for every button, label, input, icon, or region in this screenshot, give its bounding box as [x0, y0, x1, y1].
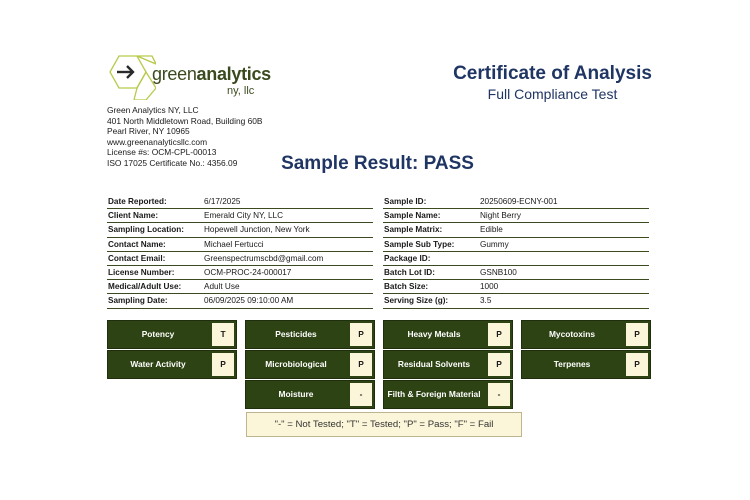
info-label: Package ID: — [384, 253, 431, 263]
info-value: 6/17/2025 — [204, 197, 241, 206]
info-row — [383, 266, 649, 280]
info-label: Contact Name: — [108, 239, 166, 249]
sample-result: Sample Result: PASS — [281, 153, 474, 174]
info-value: Hopewell Junction, New York — [204, 225, 310, 235]
info-label: Sample ID: — [384, 197, 427, 206]
info-value: Emerald City NY, LLC — [204, 211, 284, 221]
client-info-table — [107, 195, 373, 309]
test-label: Potency — [141, 329, 175, 339]
test-tile-moisture — [245, 380, 375, 409]
test-label: Microbiological — [265, 359, 327, 369]
test-label: Terpenes — [553, 359, 591, 369]
arrow-right-hexagon-icon — [106, 54, 156, 100]
info-value: 06/09/2025 09:10:00 AM — [204, 296, 294, 306]
test-tile-water-activity — [107, 350, 237, 379]
info-value: Michael Fertucci — [204, 239, 264, 249]
logo-word-analytics: analytics — [196, 64, 271, 84]
test-tile-pesticides — [245, 320, 375, 349]
info-value: Night Berry — [480, 211, 521, 221]
address-line: Pearl River, NY 10965 — [107, 126, 190, 137]
info-row — [383, 280, 649, 294]
test-label: Heavy Metals — [407, 329, 461, 339]
info-row — [383, 223, 649, 237]
document-subtitle: Full Compliance Test — [487, 86, 618, 102]
info-label: Contact Email: — [108, 253, 166, 263]
info-label: Sampling Location: — [108, 225, 184, 235]
test-tile-filth-foreign-material — [383, 380, 513, 409]
test-status-badge: P — [626, 353, 648, 376]
test-tile-residual-solvents — [383, 350, 513, 379]
info-row — [107, 238, 373, 252]
info-label: Sample Matrix: — [384, 225, 443, 235]
test-label: Mycotoxins — [548, 329, 596, 339]
info-label: Sampling Date: — [108, 296, 168, 306]
sample-info-table — [383, 195, 649, 309]
info-label: Date Reported: — [108, 197, 167, 206]
info-value: 3.5 — [480, 296, 492, 306]
test-status-badge: T — [212, 323, 234, 346]
info-row — [107, 280, 373, 294]
test-status-badge: P — [212, 353, 234, 376]
address-line: www.greenanalyticsllc.com — [107, 136, 208, 147]
test-status-badge: P — [626, 323, 648, 346]
info-label: Batch Lot ID: — [384, 267, 435, 277]
test-tile-heavy-metals — [383, 320, 513, 349]
test-label: Filth & Foreign Material — [387, 389, 481, 399]
info-value: Greenspectrumscbd@gmail.com — [204, 253, 324, 263]
test-label: Residual Solvents — [397, 359, 471, 369]
info-value: GSNB100 — [480, 267, 517, 277]
info-label: Medical/Adult Use: — [108, 282, 182, 292]
info-label: Batch Size: — [384, 282, 429, 292]
test-status-badge: P — [350, 323, 372, 346]
company-logo — [106, 54, 296, 104]
test-status-badge: P — [488, 323, 510, 346]
document-title: Certificate of Analysis — [453, 63, 652, 84]
info-row — [383, 238, 649, 252]
test-status-badge: P — [488, 353, 510, 376]
logo-word-green: green — [152, 64, 197, 84]
info-label: License Number: — [108, 267, 175, 277]
info-value: Edible — [480, 225, 503, 235]
info-row — [107, 252, 373, 266]
info-value: 20250609-ECNY-001 — [480, 197, 558, 206]
info-value: 1000 — [480, 282, 499, 292]
info-label: Sample Name: — [384, 211, 441, 221]
test-label: Pesticides — [275, 329, 317, 339]
test-label: Water Activity — [130, 359, 186, 369]
info-row — [107, 266, 373, 280]
test-tile-microbiological — [245, 350, 375, 379]
address-line: License #s: OCM-CPL-00013 — [107, 147, 217, 158]
info-value: OCM-PROC-24-000017 — [204, 267, 292, 277]
info-label: Sample Sub Type: — [384, 239, 455, 249]
info-row — [107, 195, 373, 209]
test-tile-potency — [107, 320, 237, 349]
test-status-badge: - — [350, 383, 372, 406]
info-row — [383, 252, 649, 266]
address-line: 401 North Middletown Road, Building 60B — [107, 115, 263, 126]
address-line: ISO 17025 Certificate No.: 4356.09 — [107, 157, 238, 168]
test-status-badge: P — [350, 353, 372, 376]
info-row — [107, 294, 373, 308]
test-tile-mycotoxins — [521, 320, 651, 349]
test-tile-terpenes — [521, 350, 651, 379]
info-value: Gummy — [480, 239, 509, 249]
info-label: Serving Size (g): — [384, 296, 449, 306]
info-label: Client Name: — [108, 211, 159, 221]
test-label: Moisture — [278, 389, 314, 399]
status-legend: "-" = Not Tested; "T" = Tested; "P" = Pass; "F" = Fail — [246, 412, 522, 437]
info-row — [107, 223, 373, 237]
info-row — [107, 209, 373, 223]
info-value: Adult Use — [204, 282, 240, 292]
logo-subtitle: ny, llc — [227, 85, 255, 97]
test-status-badge: - — [488, 383, 510, 406]
info-row — [383, 195, 649, 209]
info-row — [383, 294, 649, 308]
info-row — [383, 209, 649, 223]
address-line: Green Analytics NY, LLC — [107, 105, 199, 115]
logo-wordmark — [152, 64, 271, 85]
